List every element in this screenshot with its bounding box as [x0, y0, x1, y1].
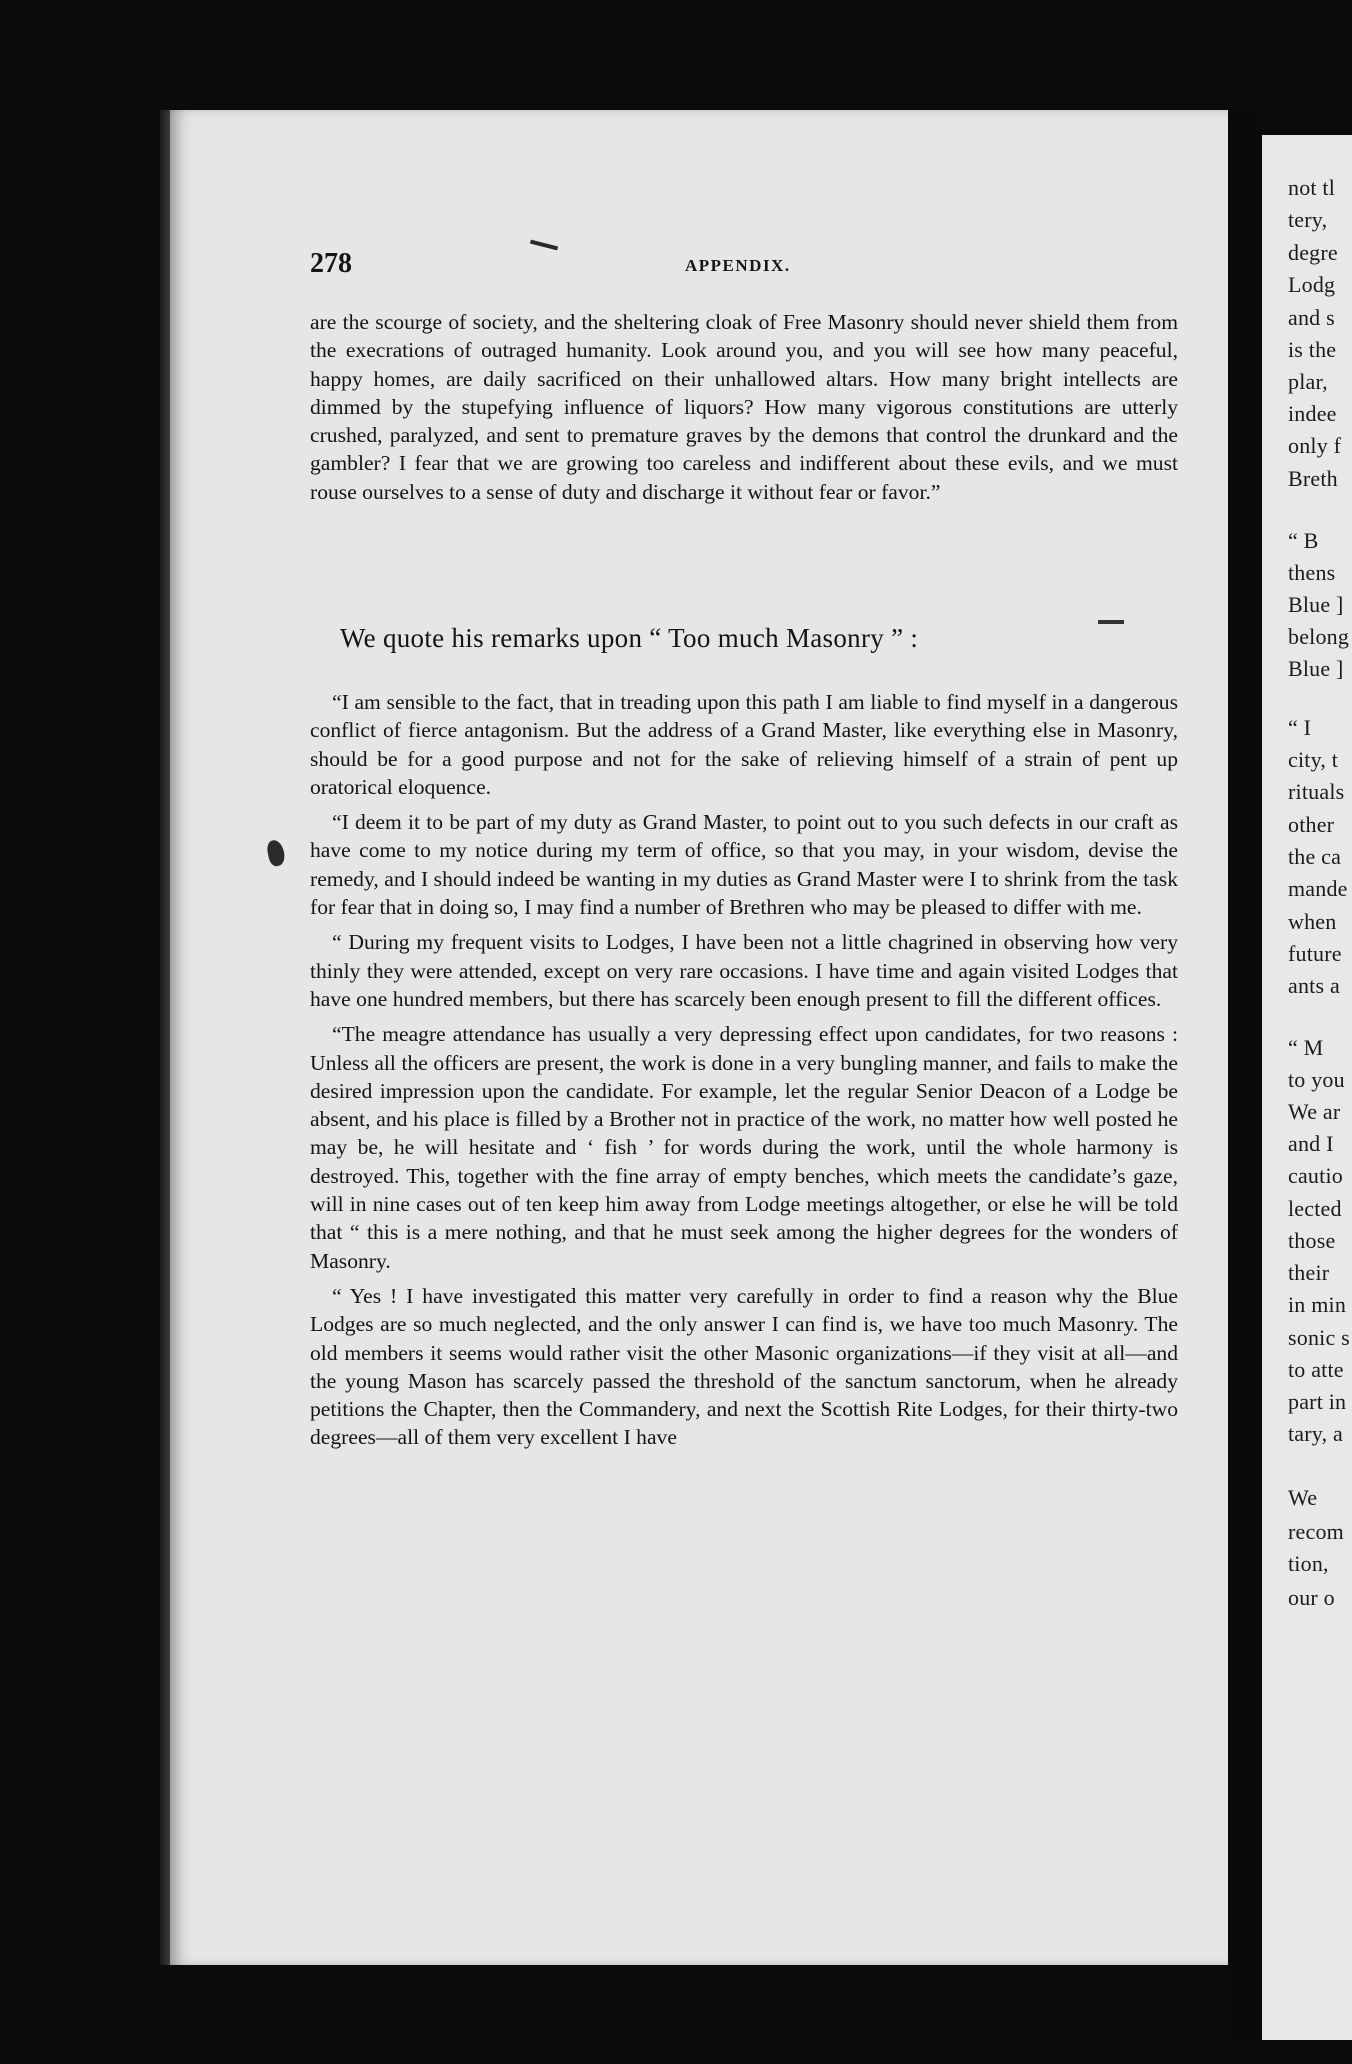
text-block-top — [310, 308, 1178, 506]
facing-page-text: city, t — [1288, 747, 1339, 772]
running-head — [310, 248, 1170, 288]
facing-page-text: our o — [1288, 1585, 1335, 1610]
facing-page-text: the ca — [1288, 844, 1342, 869]
facing-page-text: Breth — [1288, 466, 1338, 491]
facing-page-text: We ar — [1288, 1099, 1341, 1124]
text-block-main — [310, 688, 1178, 1452]
facing-page-text: thens — [1288, 560, 1336, 585]
facing-page-text: and I — [1288, 1131, 1334, 1156]
paragraph: “ Yes ! I have investigated this matter very carefully in order to find a reason why the Blue Lodges are so much neglected, and the only answer I can find is, we have too much Masonry. The old members it seems would rather visit the other Masonic organizations—if they visit at all—and the young Mason has scarcely passed the threshold of the sanctum sanctorum, when he already petitions the Chapter, then the Commandery, and next the Scottish Rite Lodges, for their thirty-two degrees—all of them very excellent I have — [310, 1283, 1178, 1450]
book-gutter — [1228, 110, 1262, 2040]
facing-page-text: lected — [1288, 1196, 1342, 1221]
facing-page-text: mande — [1288, 876, 1348, 901]
facing-page-text: is the — [1288, 337, 1337, 362]
section-heading: We quote his remarks upon “ Too much Masonry ” : — [340, 623, 919, 653]
facing-page-text: to atte — [1288, 1357, 1344, 1382]
facing-page-text: “ I — [1288, 715, 1312, 740]
facing-page-text: We — [1288, 1485, 1318, 1510]
paragraph: “I deem it to be part of my duty as Grand Master, to point out to you such defects in our craft as have come to my notice during my term of office, so that you may, in your wisdom, devise the remedy, and I should indeed be wanting in my duties as Grand Master were I to shrink from the task for fear that in doing so, I may find a number of Brethren who may be pleased to differ with me. — [310, 810, 1178, 920]
paragraph: “ During my frequent visits to Lodges, I have been not a little chagrined in observing how very thinly they were attended, except on very rare occasions. I have time and again visited Lodges that have one hundred members, but there has scarcely been enough present to fill the different offices. — [310, 930, 1178, 1011]
facing-page-text: cautio — [1288, 1163, 1343, 1188]
facing-page-text: Lodg — [1288, 272, 1336, 297]
paragraph: are the scourge of society, and the sheltering cloak of Free Masonry should never shield them from the execrations of outraged humanity. Look around you, and you will see how many peaceful, happy homes, are daily sacrificed on their unhallowed altars. How many bright intellects are dimmed by the stupefying influence of liquors? How many vigorous constitutions are utterly crushed, paralyzed, and sent to premature graves by the demons that control the drunkard and the gambler? I fear that we are growing too careless and indifferent about these evils, and we must rouse ourselves to a sense of duty and discharge it without fear or favor.” — [310, 310, 1178, 504]
facing-page-text: Blue ] — [1288, 592, 1344, 617]
facing-page-text: tery, — [1288, 207, 1328, 232]
ink-mark — [1098, 620, 1124, 624]
facing-page-text: when — [1288, 909, 1337, 934]
facing-page-text: “ M — [1288, 1035, 1324, 1060]
page-number: 278 — [310, 248, 352, 279]
paragraph: “I am sensible to the fact, that in treading upon this path I am liable to find myself in a dangerous conflict of fierce antagonism. But the address of a Grand Master, like everything else in Masonry, should be for a good purpose and not for the sake of relieving himself of a strain of pent up oratorical eloquence. — [310, 690, 1178, 799]
facing-page-text: belong — [1288, 624, 1350, 649]
facing-page-text: plar, — [1288, 369, 1328, 394]
facing-page-text: tion, — [1288, 1551, 1329, 1576]
facing-page-text: rituals — [1288, 779, 1345, 804]
facing-page-text: part in — [1288, 1389, 1347, 1414]
facing-page-text: tary, a — [1288, 1421, 1343, 1446]
facing-page-text: ants a — [1288, 973, 1340, 998]
paragraph: “The meagre attendance has usually a very depressing effect upon candidates, for two reasons : Unless all the officers are present, the work is done in a very bungling manner, and fails to make the desired impression upon the candidate. For example, let the regular Senior Deacon of a Lodge be absent, and his place is filled by a Brother not in practice of the work, no matter how well posted he may be, he will hesitate and ‘ fish ’ for words during the work, until the whole harmony is destroyed. This, together with the fine array of empty benches, which meets the candidate’s gaze, will in nine cases out of ten keep him away from Lodge meetings altogether, or else he will be told that “ this is a mere nothing, and that he must seek among the higher degrees for the wonders of Masonry. — [310, 1022, 1178, 1273]
running-title: APPENDIX. — [685, 256, 791, 275]
facing-page-text: recom — [1288, 1519, 1344, 1544]
facing-page-text: indee — [1288, 401, 1337, 426]
facing-page-fragment — [1262, 135, 1352, 2040]
facing-page-text: in min — [1288, 1292, 1347, 1317]
facing-page-text: to you — [1288, 1067, 1345, 1092]
facing-page-text: their — [1288, 1260, 1330, 1285]
facing-page-text: Blue ] — [1288, 656, 1344, 681]
facing-page-text: “ B — [1288, 528, 1319, 553]
facing-page-text: other — [1288, 812, 1335, 837]
facing-page-text: only f — [1288, 433, 1342, 458]
facing-page-text: not tl — [1288, 175, 1336, 200]
facing-page-text: sonic s — [1288, 1325, 1350, 1350]
facing-page-text: degre — [1288, 240, 1338, 265]
facing-page-text: those — [1288, 1228, 1336, 1253]
facing-page-text: and s — [1288, 305, 1335, 330]
facing-page-text: future — [1288, 941, 1342, 966]
